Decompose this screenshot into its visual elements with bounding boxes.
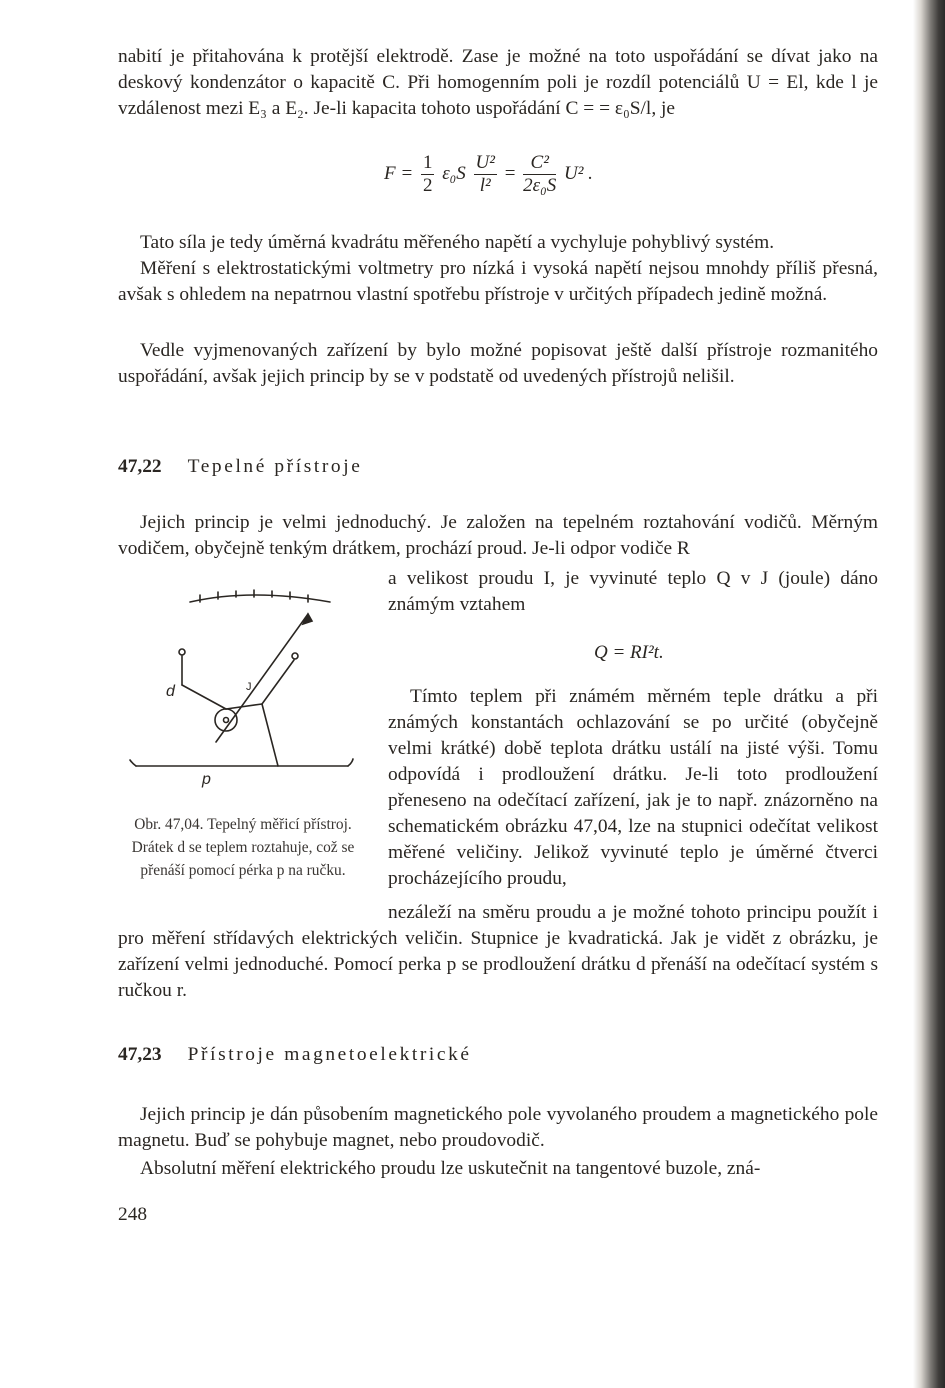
paragraph-force-summary: Tato síla je tedy úměrná kvadrátu měřeného napětí a vychyluje pohyblivý systém. [140, 232, 775, 253]
thermal-instrument-figure [122, 580, 374, 790]
label-d: d [166, 683, 175, 700]
paragraph-measurement-accuracy: Měření s elektrostatickými voltmetry pro nízká i vysoká napětí nejsou mnohdy příliš přesná, avšak s ohledem na nepatrnou vlastní spotřebu přístroje v určitých případech jedině možná. [118, 258, 878, 305]
paragraph-other-devices: Vedle vyjmenovaných zařízení by bylo možné popisovat ještě další přístroje rozmanitého uspořádání, avšak jejich princip by se v podstatě od uvedených přístrojů nelišil. [118, 340, 878, 387]
spring-end-left [130, 760, 136, 766]
terminal-left [179, 649, 185, 655]
formula-heat: Q = RI²t. [594, 642, 664, 663]
wire-d-right [226, 704, 262, 709]
page-number: 248 [118, 1204, 148, 1225]
book-spine-shadow [913, 0, 945, 1388]
figure-caption: Obr. 47,04. Tepelný měřicí přístroj. Drátek d se teplem roztahuje, což se přenáší pomocí pérka p na ručku. [131, 816, 355, 880]
section-heading-47-22: 47,22 Tepelné přístroje [118, 456, 363, 477]
formula-force: F = $\frac{1}{2}$ ε₀S $\frac{\text{U²}}{\text{l²}}$ = $\frac{\text{C²}}{\text{2ε₀S}}$ U² . [384, 152, 593, 196]
paragraph-thermal-principle: Jejich princip je velmi jednoduchý. Je založen na tepelném roztahování vodičů. Měrným vodičem, obyčejně tenkým drátkem, prochází proud. Je-li odpor vodiče R [118, 512, 878, 559]
label-p: p [202, 771, 211, 788]
paragraph-thermal-heat: a velikost proudu I, je vyvinuté teplo Q v J (joule) dáno známým vztahem [388, 568, 878, 615]
terminal-right [292, 653, 298, 659]
scale-arc [190, 595, 330, 602]
paragraph-continuation: nabití je přitahována k protější elektrodě. Zase je možné na toto uspořádání se dívat jako na deskový kondenzátor o kapacitě C. Při homogenním poli je rozdíl potenciálů U = El, kde l je vzdálenost mezi E₃ a E₂. Je-li kapacita tohoto uspořádání C = = ε₀S/l, je [118, 46, 878, 119]
paragraph-thermal-conclusion: nezáleží na směru proudu a je možné tohoto principu použít i pro měření střídavých elektrických veličin. Stupnice je kvadratická. Jak je vidět z obrázku, je zařízení velmi jednoduché. Pomocí perka p se prodloužení drátku d přenáší na odečítací systém s ručkou r. [118, 902, 878, 1001]
paragraph-magnetoelectric-principle: Jejich princip je dán působením magnetického pole vyvolaného proudem a magnetického pole magnetu. Buď se pohybuje magnet, nebo proudovodič. [118, 1104, 878, 1151]
spring-p-link [262, 704, 278, 766]
section-heading-47-23: 47,23 Přístroje magnetoelektrické [118, 1044, 472, 1065]
wire-d-left [182, 685, 226, 709]
paragraph-absolute-measurement: Absolutní měření elektrického proudu lze uskutečnit na tangentové buzole, zná- [140, 1158, 761, 1179]
wire-d-upper [262, 660, 294, 704]
pivot-axis [224, 718, 229, 723]
label-j: J [246, 681, 252, 693]
paragraph-thermal-effect: Tímto teplem při známém měrném teple drátku a při známých konstantách ochlazování se po určité (obyčejně velmi krátké) době teplota drátku ustálí na jisté výši. Tomu odpovídá i prodloužení drátku. Je-li toto prodloužení přeneseno na odečítací zařízení, jak je to např. znázorněno na schematickém obrázku 47,04, lze na stupnici odečítat velikost měřené veličiny. Jelikož vyvinuté teplo je úměrné čtverci procházejícího proudu, [388, 686, 878, 889]
spring-end-right [348, 759, 353, 766]
pointer-r [216, 614, 308, 742]
